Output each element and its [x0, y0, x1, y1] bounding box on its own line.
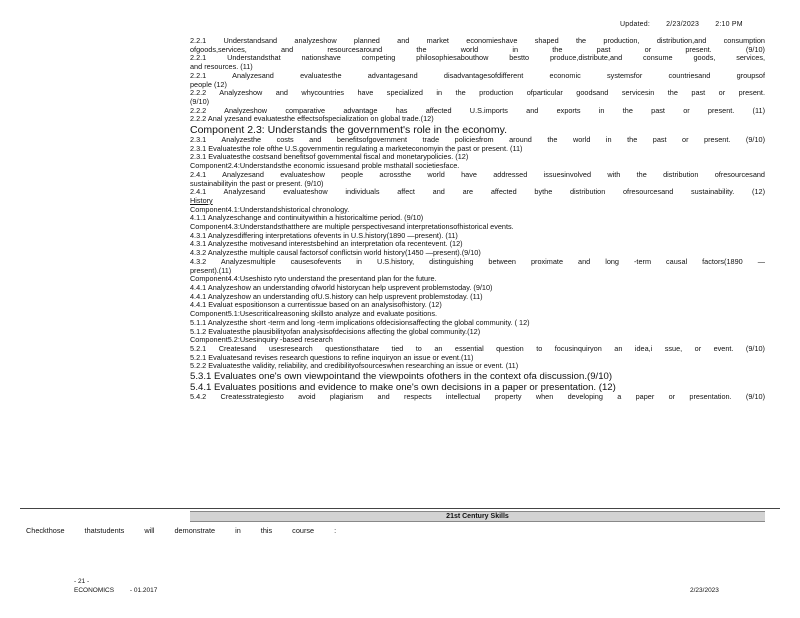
- standard-line: 4.4.1 Analyzeshow an understanding ofworld historycan help usprevent problemstoday. (9/10): [190, 283, 493, 292]
- standard-line: Component2.4:Understandsthe economic issuesand proble msthatall societiesface.: [190, 162, 460, 171]
- standard-line: Component 2.3: Understands the government's role in the economy.: [190, 124, 507, 137]
- standard-line: 2.2.1 Understandsand analyzeshow planned and market economieshave shaped the production, distribution,and consumption: [190, 37, 765, 45]
- standard-line: Component5.1:Usescriticalreasoning skillsto analyze and evaluate positions.: [190, 310, 438, 319]
- standard-line: 5.1.2 Evaluatesthe plausibilityofan analysisofdecisions affecting the global community.(12): [190, 327, 481, 336]
- standard-line: 4.3.2 Analyzesthe multiple causal factorsof conflictsin world history(1450 —present).(9/10): [190, 249, 481, 258]
- standard-line: sustainabilityin the past or present. (9/10): [190, 179, 324, 188]
- standard-line: 4.1.1 Analyzeschange and continuitywithin a historicaltime period. (9/10): [190, 214, 424, 223]
- standard-line: Component4.4:Useshisto ryto understand the presentand plan for the future.: [190, 275, 437, 284]
- standard-line: Component5.2:Usesinquiry -based research: [190, 336, 333, 345]
- section-divider: [20, 508, 780, 509]
- standard-line: Component4.1:Understandshistorical chronology.: [190, 205, 350, 214]
- updated-label: Updated:: [620, 21, 651, 28]
- standard-line: 2.2.1 Analyzesand evaluatesthe advantagesand disadvantagesofdifferent economic systemsfor countriesand groupsof: [190, 71, 765, 80]
- standards-list: [190, 37, 765, 402]
- standard-line: people (12): [190, 80, 227, 89]
- standard-line: 4.4.1 Analyzeshow an understanding ofU.S.history can help usprevent problemstoday. (11): [190, 292, 483, 301]
- updated-time: 2:10 PM: [715, 21, 743, 28]
- footer-date: 2/23/2023: [690, 587, 719, 594]
- standard-line: 5.2.1 Evaluatesand revises research questions to refine inquiryon an issue or event.(11): [190, 353, 474, 362]
- standard-line: 2.3.1 Evaluatesthe costsand benefitsof governmental fiscal and monetarypolicies. (12): [190, 153, 469, 162]
- footer-course: [74, 587, 171, 594]
- footer-course-name: ECONOMICS: [74, 587, 115, 594]
- updated-date: 2/23/2023: [666, 21, 700, 28]
- century-skills-label: 21st Century Skills: [446, 513, 509, 520]
- standard-line: Component4.3:Understandsthatthere are multiple perspectivesand interpretationsofhistorical events.: [190, 223, 514, 232]
- standard-line: 4.4.1 Evaluat espositionson a currentissue based on an analysisofhistory. (12): [190, 301, 442, 310]
- standard-line: 2.2.2 Analyzeshow and whycountries have specialized in the production ofparticular goodsand servicesin the past or present.: [190, 89, 765, 98]
- standard-line: present).(11): [190, 266, 232, 275]
- standard-line: and resources. (11): [190, 63, 253, 72]
- standard-line: 2.3.1 Evaluatesthe role ofthe U.S.governmentin regulating a marketeconomyin the past or present. (11): [190, 144, 523, 153]
- check-instruction: Checkthose thatstudents will demonstrate in this course :: [26, 526, 337, 535]
- standard-line: 4.3.2 Analyzesmultiple causesofevents in U.S.history, distinguishing between proximate and long -term causal factors(1890 —: [190, 257, 765, 266]
- standard-line: 5.4.1 Evaluates positions and evidence to make one's own decisions in a paper or presentation. (12): [190, 382, 616, 394]
- standard-line: 2.2.2 Analyzeshow comparative advantage has affected U.S.imports and exports in the past or present. (11): [190, 106, 765, 115]
- standard-line: 4.3.1 Analyzesdiffering interpretations ofevents in U.S.history(1890 —present). (11): [190, 231, 458, 240]
- standard-line: 5.2.1 Createsand usesresearch questionsthatare tied to an essential question to focusinquiryon an idea,i ssue, or event. (9/10): [190, 344, 765, 353]
- standard-line: 5.3.1 Evaluates one's own viewpointand the viewpoints ofothers in the context ofa discussion.(9/10): [190, 371, 613, 383]
- standard-line: History: [190, 196, 213, 205]
- footer-version: - 01.2017: [129, 587, 158, 594]
- standard-line: 5.1.1 Analyzesthe short -term and long -term implications ofdecisionsaffecting the global community. ( 12): [190, 318, 530, 327]
- standard-line: 5.4.2 Createsstrategiesto avoid plagiarism and respects intellectual property when developing a paper or presentation. (9/10): [190, 393, 765, 402]
- standard-line: 2.2.2 Anal yzesand evaluatesthe effectsofspecialization on global trade.(12): [190, 115, 434, 124]
- standard-line: 4.3.1 Analyzesthe motivesand interestsbehind an interpretation ofa recentevent. (12): [190, 240, 463, 249]
- updated-stamp: [620, 21, 757, 28]
- century-skills-band: [190, 511, 765, 522]
- standard-line: 2.4.1 Analyzesand evaluateshow individuals affect and are affected bythe distribution ofresourcesand sustainability. (12): [190, 188, 765, 197]
- page-number: - 21 -: [74, 578, 90, 585]
- standard-line: ofgoods,services, and resourcesaround the world in the past or present. (9/10): [190, 45, 765, 54]
- standard-line: 5.2.2 Evaluatesthe validity, reliability, and credibilityofsourceswhen researching an issue or event. (11): [190, 362, 519, 371]
- standard-line: 2.4.1 Analyzesand evaluateshow people acrossthe world have addressed issuesinvolved with the distribution ofresourcesand: [190, 170, 765, 179]
- standard-line: 2.3.1 Analyzesthe costs and benefitsofgovernment trade policiesfrom around the world in the past or present. (9/10): [190, 136, 765, 145]
- standard-line: 2.2.1 Understandsthat nationshave competing philosophiesabouthow bestto produce,distribute,and consume goods, services,: [190, 54, 765, 63]
- standard-line: (9/10): [190, 97, 210, 106]
